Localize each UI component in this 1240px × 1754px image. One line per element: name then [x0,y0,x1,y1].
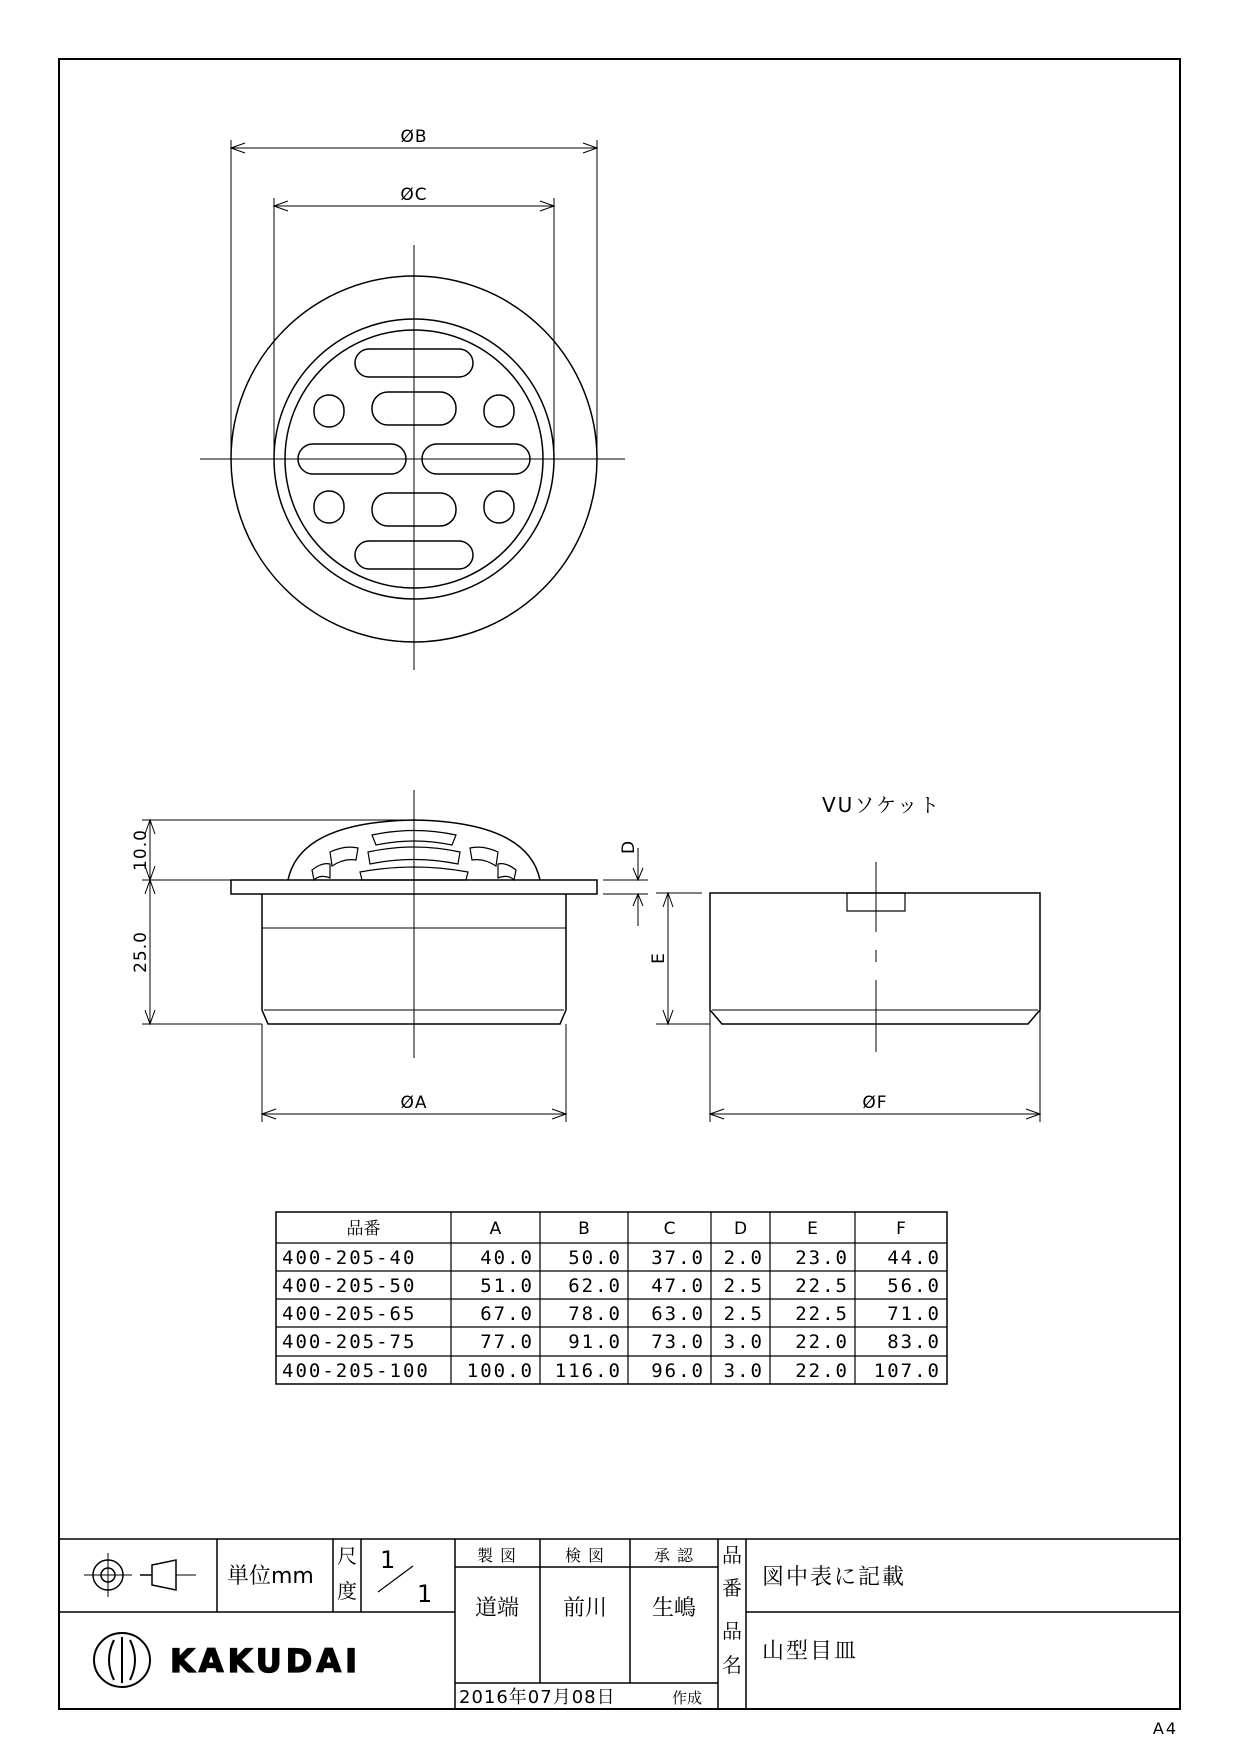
spec-table-cell: 47.0 [651,1275,705,1297]
spec-table-cell: 400-205-50 [282,1275,417,1297]
part-name-value: 山型目皿 [762,1639,859,1664]
dimension-d [603,848,648,926]
socket-label: VUソケット [822,793,942,817]
spec-table-cell: 2.5 [723,1303,764,1325]
socket-profile [710,893,1040,1024]
sheet-border [59,59,1180,1709]
spec-table-header: 品番 [346,1219,381,1239]
vu-socket-view [710,862,1040,1052]
spec-table-cell: 116.0 [554,1360,622,1382]
spec-table-header: D [733,1219,748,1239]
approved-by-label: 承 認 [653,1546,695,1565]
spec-table-cell: 96.0 [651,1360,705,1382]
spec-table-cell: 44.0 [887,1247,941,1269]
height-body-label: 25.0 [131,931,151,973]
spec-table-cell: 400-205-40 [282,1247,417,1269]
spec-table-cell: 56.0 [887,1275,941,1297]
scale-label-1: 尺 [337,1544,357,1568]
spec-table-cell: 22.5 [795,1303,849,1325]
unit-label: 単位mm [227,1564,314,1589]
spec-table-cell: 400-205-100 [282,1360,430,1382]
spec-table-cell: 62.0 [568,1275,622,1297]
spec-table-cell: 22.0 [795,1360,849,1382]
dimension-d-label: D [619,839,639,855]
spec-table-cell: 107.0 [873,1360,941,1382]
scale-label-2: 度 [337,1579,357,1603]
dimension-a-label: ØA [400,1093,428,1113]
scale-denominator: 1 [417,1580,433,1608]
spec-table-header: E [807,1219,818,1239]
spec-table-cell: 40.0 [480,1247,534,1269]
spec-table-cell: 78.0 [568,1303,622,1325]
part-no-label-2: 番 [722,1576,742,1600]
projection-symbol [84,1553,196,1597]
spec-table-cell: 400-205-65 [282,1303,417,1325]
spec-table-cell: 37.0 [651,1247,705,1269]
side-view [231,790,597,1058]
spec-table-cell: 400-205-75 [282,1331,417,1353]
height-top-label: 10.0 [131,829,151,871]
spec-table-cell: 50.0 [568,1247,622,1269]
spec-table-cell: 2.0 [723,1247,764,1269]
spec-table-cell: 23.0 [795,1247,849,1269]
drawn-by-name: 道端 [474,1596,520,1621]
kakudai-logo-icon [94,1633,150,1687]
spec-table-cell: 83.0 [887,1331,941,1353]
spec-table-header: C [663,1219,676,1239]
spec-table-cell: 2.5 [723,1275,764,1297]
sheet-size: A4 [1152,1719,1178,1738]
spec-table-cell: 22.5 [795,1275,849,1297]
spec-table-cell: 71.0 [887,1303,941,1325]
spec-table [276,1212,947,1384]
spec-table-cell: 77.0 [480,1331,534,1353]
dimension-b-label: ØB [400,127,428,147]
spec-table-cell: 91.0 [568,1331,622,1353]
spec-table-cell: 3.0 [723,1331,764,1353]
spec-table-header: B [578,1219,590,1239]
part-no-value: 図中表に記載 [762,1565,907,1590]
checked-by-name: 前川 [562,1596,608,1621]
approved-by-name: 生嶋 [651,1596,697,1621]
created-label: 作成 [672,1689,703,1707]
part-name-label-1: 品 [722,1619,742,1643]
creation-date: 2016年07月08日 [459,1687,616,1708]
dimension-c-label: ØC [400,185,428,205]
spec-table-header: F [896,1219,906,1239]
dimension-f-label: ØF [862,1093,888,1113]
spec-table-cell: 51.0 [480,1275,534,1297]
drawn-by-label: 製 図 [476,1546,518,1565]
spec-table-header: A [489,1219,502,1239]
spec-table-cell: 100.0 [466,1360,534,1382]
spec-table-cell: 73.0 [651,1331,705,1353]
spec-table-cell: 22.0 [795,1331,849,1353]
company-name: KAKUDAI [170,1642,362,1680]
dimension-e-label: E [649,952,669,964]
scale-numerator: 1 [380,1546,396,1574]
spec-table-cell: 3.0 [723,1360,764,1382]
spec-table-cell: 67.0 [480,1303,534,1325]
part-name-label-2: 名 [722,1653,742,1677]
checked-by-label: 検 図 [564,1546,606,1565]
top-view [200,245,625,670]
part-no-label-1: 品 [722,1543,742,1567]
spec-table-cell: 63.0 [651,1303,705,1325]
